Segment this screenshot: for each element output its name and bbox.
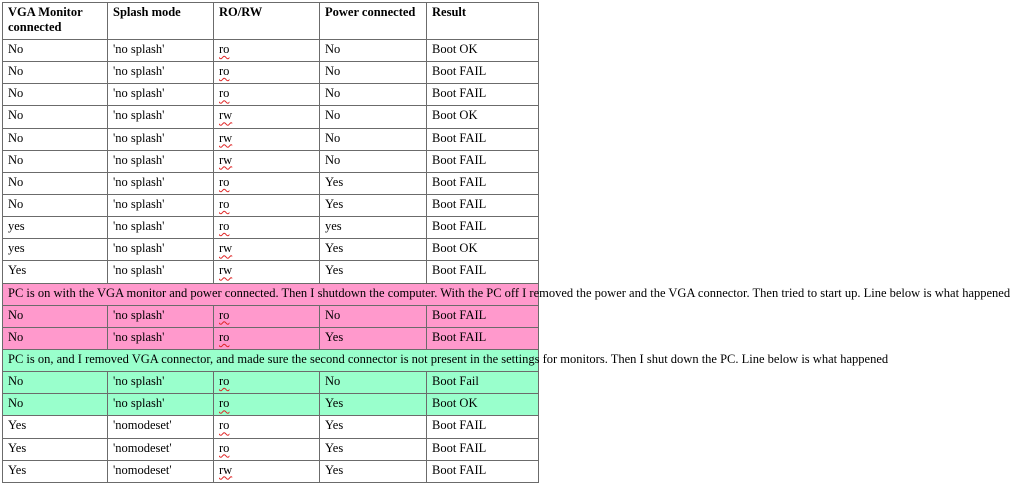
table-row	[3, 172, 539, 194]
cell-text: No	[325, 42, 341, 56]
cell-text: No	[8, 130, 24, 145]
rorw-cell	[214, 62, 320, 84]
cell-text: Yes	[325, 174, 344, 189]
result-cell	[427, 305, 539, 327]
cell-text: ro	[219, 196, 230, 211]
vga-cell	[3, 106, 108, 128]
rorw-cell	[214, 327, 320, 349]
cell-text: rw	[219, 130, 233, 145]
table-row	[3, 106, 539, 128]
cell-text: No	[8, 174, 24, 189]
table-row	[3, 150, 539, 172]
result-cell	[427, 194, 539, 216]
cell-text: Yes	[325, 263, 344, 278]
result-cell	[427, 327, 539, 349]
cell-text: 'no splash'	[113, 396, 165, 411]
table-row	[3, 194, 539, 216]
result-cell	[427, 128, 539, 150]
power-cell	[320, 84, 427, 106]
cell-text: Boot FAIL	[432, 418, 487, 433]
table-row	[3, 261, 539, 283]
vga-cell	[3, 128, 108, 150]
result-cell	[427, 438, 539, 460]
cell-text: rw	[219, 241, 233, 256]
result-cell	[427, 40, 539, 62]
cell-text: No	[8, 307, 24, 322]
cell-text: Yes	[325, 196, 344, 211]
rorw-cell	[214, 106, 320, 128]
power-cell	[320, 305, 427, 327]
rorw-cell	[214, 217, 320, 239]
cell-text: No	[325, 152, 341, 167]
cell-text: Yes	[8, 462, 27, 477]
cell-text: No	[8, 64, 24, 79]
cell-text: rw	[219, 108, 233, 123]
cell-text: No	[325, 64, 341, 79]
cell-text: 'no splash'	[113, 329, 165, 344]
cell-text: Boot FAIL	[432, 86, 487, 101]
cell-text: Boot FAIL	[432, 329, 487, 344]
cell-text: ro	[219, 42, 230, 56]
table-row	[3, 305, 539, 327]
cell-text: Boot FAIL	[432, 152, 487, 167]
cell-text: No	[8, 108, 24, 123]
power-cell	[320, 372, 427, 394]
cell-text: 'no splash'	[113, 86, 165, 101]
cell-text: Boot FAIL	[432, 64, 487, 79]
result-cell	[427, 62, 539, 84]
power-cell	[320, 416, 427, 438]
cell-text: 'no splash'	[113, 241, 165, 256]
cell-text: No	[325, 86, 341, 101]
rorw-cell	[214, 84, 320, 106]
cell-text: rw	[219, 263, 233, 278]
power-cell	[320, 438, 427, 460]
cell-text: No	[325, 307, 341, 322]
power-cell	[320, 394, 427, 416]
vga-cell	[3, 62, 108, 84]
cell-text: 'no splash'	[113, 174, 165, 189]
cell-text: 'no splash'	[113, 130, 165, 145]
results-table	[2, 2, 1010, 483]
cell-text: Boot OK	[432, 42, 478, 56]
header-power-connected: Power connected	[320, 3, 427, 40]
splash-cell	[108, 305, 214, 327]
header-row	[3, 3, 539, 40]
result-cell	[427, 372, 539, 394]
vga-cell	[3, 217, 108, 239]
cell-text: ro	[219, 329, 230, 344]
vga-cell	[3, 305, 108, 327]
cell-text: 'no splash'	[113, 374, 165, 389]
table-row	[3, 40, 539, 62]
splash-cell	[108, 194, 214, 216]
vga-cell	[3, 416, 108, 438]
cell-text: No	[8, 374, 24, 389]
rorw-cell	[214, 239, 320, 261]
rorw-cell	[214, 394, 320, 416]
vga-cell	[3, 239, 108, 261]
power-cell	[320, 150, 427, 172]
rorw-cell	[214, 128, 320, 150]
result-cell	[427, 84, 539, 106]
cell-text: ro	[219, 174, 230, 189]
vga-cell	[3, 372, 108, 394]
cell-text: yes	[8, 241, 25, 256]
power-cell	[320, 40, 427, 62]
cell-text: Boot Fail	[432, 374, 479, 389]
cell-text: 'no splash'	[113, 108, 165, 123]
result-cell	[427, 172, 539, 194]
cell-text: No	[8, 152, 24, 167]
table-row	[3, 62, 539, 84]
cell-text: No	[8, 42, 24, 56]
vga-cell	[3, 40, 108, 62]
cell-text: No	[325, 374, 341, 389]
result-cell	[427, 416, 539, 438]
table-row	[3, 460, 539, 482]
table-body	[3, 40, 1010, 483]
splash-cell	[108, 460, 214, 482]
result-cell	[427, 217, 539, 239]
rorw-cell	[214, 460, 320, 482]
rorw-cell	[214, 438, 320, 460]
power-cell	[320, 327, 427, 349]
vga-cell	[3, 261, 108, 283]
power-cell	[320, 194, 427, 216]
cell-text: 'nomodeset'	[113, 418, 172, 433]
cell-text: No	[8, 86, 24, 101]
splash-cell	[108, 150, 214, 172]
note-row-power-removed	[3, 283, 539, 305]
rorw-cell	[214, 194, 320, 216]
cell-text: Boot FAIL	[432, 462, 487, 477]
cell-text: 'nomodeset'	[113, 440, 172, 455]
table-row	[3, 217, 539, 239]
cell-text: 'no splash'	[113, 263, 165, 278]
power-cell	[320, 261, 427, 283]
header-ro-rw: RO/RW	[214, 3, 320, 40]
cell-text: Boot OK	[432, 396, 478, 411]
cell-text: ro	[219, 418, 230, 433]
result-cell	[427, 106, 539, 128]
result-cell	[427, 150, 539, 172]
cell-text: No	[8, 196, 24, 211]
header-splash-mode: Splash mode	[108, 3, 214, 40]
table-row	[3, 372, 539, 394]
splash-cell	[108, 84, 214, 106]
cell-text: Yes	[325, 241, 344, 256]
rorw-cell	[214, 40, 320, 62]
result-cell	[427, 261, 539, 283]
cell-text: Boot FAIL	[432, 307, 487, 322]
cell-text: Yes	[325, 462, 344, 477]
note-text: PC is on, and I removed VGA connector, and made sure the second connector is not present in the settings for monitors. Then I shut down the PC. Line below is what happened	[3, 349, 539, 371]
cell-text: Boot FAIL	[432, 174, 487, 189]
cell-text: Boot FAIL	[432, 440, 487, 455]
header-result: Result	[427, 3, 539, 40]
splash-cell	[108, 416, 214, 438]
cell-text: Yes	[325, 329, 344, 344]
table-row	[3, 394, 539, 416]
power-cell	[320, 217, 427, 239]
rorw-cell	[214, 416, 320, 438]
cell-text: ro	[219, 219, 230, 234]
cell-text: Boot FAIL	[432, 219, 487, 234]
vga-cell	[3, 194, 108, 216]
header-vga-monitor: VGA Monitor connected	[3, 3, 108, 40]
splash-cell	[108, 40, 214, 62]
result-cell	[427, 394, 539, 416]
splash-cell	[108, 62, 214, 84]
table-row	[3, 438, 539, 460]
vga-cell	[3, 438, 108, 460]
cell-text: ro	[219, 396, 230, 411]
cell-text: ro	[219, 64, 230, 79]
cell-text: ro	[219, 307, 230, 322]
splash-cell	[108, 106, 214, 128]
vga-cell	[3, 84, 108, 106]
table-row	[3, 84, 539, 106]
result-cell	[427, 460, 539, 482]
cell-text: Boot OK	[432, 241, 478, 256]
splash-cell	[108, 327, 214, 349]
cell-text: yes	[8, 219, 25, 234]
vga-cell	[3, 172, 108, 194]
rorw-cell	[214, 150, 320, 172]
splash-cell	[108, 261, 214, 283]
table-row	[3, 128, 539, 150]
cell-text: ro	[219, 440, 230, 455]
cell-text: ro	[219, 86, 230, 101]
splash-cell	[108, 394, 214, 416]
cell-text: Yes	[8, 440, 27, 455]
table-row	[3, 239, 539, 261]
note-row-vga-removed	[3, 349, 539, 371]
cell-text: rw	[219, 462, 233, 477]
cell-text: Boot OK	[432, 108, 478, 123]
power-cell	[320, 460, 427, 482]
power-cell	[320, 62, 427, 84]
splash-cell	[108, 172, 214, 194]
cell-text: 'no splash'	[113, 152, 165, 167]
splash-cell	[108, 128, 214, 150]
rorw-cell	[214, 261, 320, 283]
cell-text: rw	[219, 152, 233, 167]
cell-text: Boot FAIL	[432, 196, 487, 211]
table-row	[3, 327, 539, 349]
splash-cell	[108, 239, 214, 261]
vga-cell	[3, 150, 108, 172]
vga-cell	[3, 394, 108, 416]
cell-text: No	[8, 329, 24, 344]
rorw-cell	[214, 172, 320, 194]
cell-text: Boot FAIL	[432, 130, 487, 145]
cell-text: Yes	[8, 418, 27, 433]
cell-text: 'no splash'	[113, 307, 165, 322]
power-cell	[320, 172, 427, 194]
cell-text: Boot FAIL	[432, 263, 487, 278]
rorw-cell	[214, 305, 320, 327]
power-cell	[320, 239, 427, 261]
note-text: PC is on with the VGA monitor and power connected. Then I shutdown the computer. With the PC off I removed the power and the VGA connector. Then tried to start up. Line below is what happened	[3, 283, 539, 305]
cell-text: 'no splash'	[113, 64, 165, 79]
cell-text: 'no splash'	[113, 219, 165, 234]
vga-cell	[3, 460, 108, 482]
power-cell	[320, 128, 427, 150]
result-cell	[427, 239, 539, 261]
splash-cell	[108, 217, 214, 239]
cell-text: 'no splash'	[113, 196, 165, 211]
cell-text: Yes	[325, 440, 344, 455]
cell-text: yes	[325, 219, 342, 234]
splash-cell	[108, 372, 214, 394]
cell-text: 'no splash'	[113, 42, 165, 56]
power-cell	[320, 106, 427, 128]
rorw-cell	[214, 372, 320, 394]
table-row	[3, 416, 539, 438]
cell-text: Yes	[8, 263, 27, 278]
cell-text: Yes	[325, 396, 344, 411]
cell-text: ro	[219, 374, 230, 389]
cell-text: No	[325, 108, 341, 123]
cell-text: No	[325, 130, 341, 145]
cell-text: Yes	[325, 418, 344, 433]
cell-text: 'nomodeset'	[113, 462, 172, 477]
vga-cell	[3, 327, 108, 349]
cell-text: No	[8, 396, 24, 411]
splash-cell	[108, 438, 214, 460]
